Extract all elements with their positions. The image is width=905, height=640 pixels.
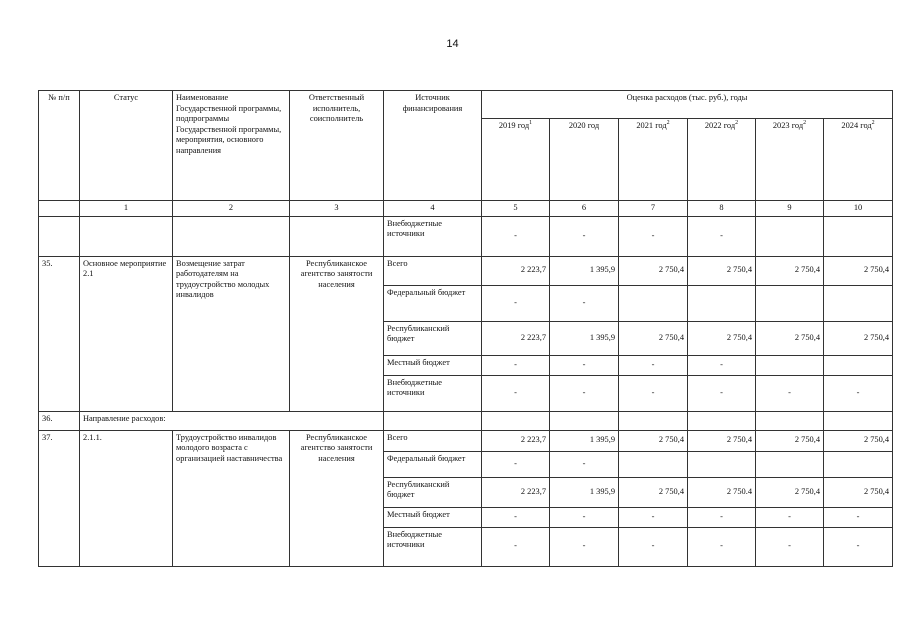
value-cell: - [688,527,756,566]
value-cell: 2 750,4 [619,430,688,451]
header-year-0 [482,119,550,201]
value-cell: - [550,285,619,321]
value-cell: - [482,285,550,321]
header-name: Наименование Государственной программы, подпрограммы Государственной программы, мероприятия, основного направления [173,91,290,201]
value-cell [824,216,893,256]
header-num: № п/п [39,91,80,201]
value-cell: 2 750,4 [756,477,824,507]
empty-cell [290,216,384,256]
row-num: 36. [39,411,80,430]
value-cell [619,285,688,321]
value-cell: 2 750,4 [619,256,688,285]
value-cell: 2 223,7 [482,321,550,355]
value-cell: 2 750,4 [619,321,688,355]
colnum: 9 [756,201,824,217]
empty-cell [39,216,80,256]
value-cell [824,355,893,375]
source-cell: Внебюджетные источники [384,375,482,411]
header-year-4 [756,119,824,201]
value-cell [824,451,893,477]
header-year-1 [550,119,619,201]
source-cell: Внебюджетные источники [384,216,482,256]
value-cell: 2 750,4 [824,256,893,285]
value-cell: 2 750.4 [688,477,756,507]
header-year-5 [824,119,893,201]
value-cell: 2 750,4 [756,430,824,451]
value-cell: - [688,375,756,411]
year-label: 2021 год [636,121,667,130]
row-num: 35. [39,256,80,411]
row-executor: Республиканское агентство занятости населения [290,430,384,566]
value-cell [824,285,893,321]
source-cell: Внебюджетные источники [384,527,482,566]
page-number: 14 [446,38,459,50]
empty-cell [482,411,550,430]
value-cell: - [756,527,824,566]
value-cell: - [688,355,756,375]
empty-cell [173,216,290,256]
colnum: 3 [290,201,384,217]
source-cell: Всего [384,430,482,451]
value-cell: 1 395,9 [550,477,619,507]
value-cell: - [688,507,756,527]
year-footnote: 2 [666,120,670,127]
value-cell: - [482,216,550,256]
table-row [39,216,893,256]
colnum: 6 [550,201,619,217]
value-cell: 2 223,7 [482,430,550,451]
value-cell [688,285,756,321]
table-row [39,256,893,285]
colnum: 5 [482,201,550,217]
table-row [39,201,893,217]
value-cell: 2 750,4 [824,477,893,507]
row-name: Трудоустройство инвалидов молодого возраста с организацией наставничества [173,430,290,566]
value-cell: 2 750,4 [824,430,893,451]
empty-cell [824,411,893,430]
year-footnote: 2 [803,120,807,127]
year-label: 2024 год [841,121,872,130]
year-label: 2020 год [568,121,600,130]
empty-cell [80,216,173,256]
value-cell [756,451,824,477]
value-cell: - [482,527,550,566]
financing-table [38,90,893,567]
value-cell: 1 395,9 [550,430,619,451]
table-row [39,411,893,430]
value-cell: - [619,355,688,375]
value-cell: - [619,216,688,256]
header-source: Источник финансирования [384,91,482,201]
value-cell: - [824,507,893,527]
value-cell [688,451,756,477]
value-cell: - [619,527,688,566]
value-cell: - [550,375,619,411]
value-cell: - [756,507,824,527]
empty-cell [550,411,619,430]
value-cell: - [482,355,550,375]
year-footnote: 1 [529,120,533,127]
source-cell: Федеральный бюджет [384,285,482,321]
value-cell: - [482,507,550,527]
colnum: 10 [824,201,893,217]
value-cell: - [688,216,756,256]
row-num: 37. [39,430,80,566]
value-cell: - [824,375,893,411]
value-cell [756,355,824,375]
value-cell: - [619,507,688,527]
value-cell: 2 750,4 [688,430,756,451]
table-row [39,430,893,451]
year-footnote: 2 [735,120,739,127]
source-cell: Всего [384,256,482,285]
value-cell: - [550,507,619,527]
header-status: Статус [80,91,173,201]
value-cell: 2 223,7 [482,477,550,507]
source-cell: Республиканский бюджет [384,477,482,507]
value-cell: - [824,527,893,566]
value-cell: 2 750,4 [756,321,824,355]
value-cell: - [550,216,619,256]
header-year-3 [688,119,756,201]
value-cell: 2 223,7 [482,256,550,285]
row-status: Основное мероприятие 2.1 [80,256,173,411]
source-cell: Федеральный бюджет [384,451,482,477]
colnum: 2 [173,201,290,217]
colnum: 4 [384,201,482,217]
header-estimate: Оценка расходов (тыс. руб.), годы [482,91,893,119]
value-cell: - [756,375,824,411]
source-cell: Республиканский бюджет [384,321,482,355]
value-cell [756,216,824,256]
value-cell: - [619,375,688,411]
header-executor: Ответственный исполнитель, соисполнитель [290,91,384,201]
value-cell: - [482,375,550,411]
colnum: 8 [688,201,756,217]
source-cell: Местный бюджет [384,355,482,375]
year-label: 2019 год [498,121,530,130]
row-executor: Республиканское агентство занятости населения [290,256,384,411]
empty-cell [619,411,688,430]
row-status: 2.1.1. [80,430,173,566]
empty-cell [384,411,482,430]
table-row [39,91,893,119]
value-cell: - [550,527,619,566]
year-label: 2023 год [772,121,804,130]
value-cell: 2 750,4 [824,321,893,355]
empty-cell [688,411,756,430]
value-cell: 1 395,9 [550,321,619,355]
value-cell: - [550,451,619,477]
year-footnote: 2 [871,120,875,127]
value-cell [756,285,824,321]
colnum: 1 [80,201,173,217]
header-year-2 [619,119,688,201]
colnum-empty [39,201,80,217]
value-cell: - [482,451,550,477]
value-cell: 2 750,4 [688,256,756,285]
year-label: 2022 год [704,121,736,130]
value-cell [619,451,688,477]
value-cell: 2 750,4 [619,477,688,507]
value-cell: 2 750,4 [756,256,824,285]
value-cell: 2 750,4 [688,321,756,355]
value-cell: 1 395,9 [550,256,619,285]
empty-cell [756,411,824,430]
colnum: 7 [619,201,688,217]
value-cell: - [550,355,619,375]
source-cell: Местный бюджет [384,507,482,527]
row-name: Возмещение затрат работодателям на трудоустройство молодых инвалидов [173,256,290,411]
row-label: Направление расходов: [80,411,384,430]
